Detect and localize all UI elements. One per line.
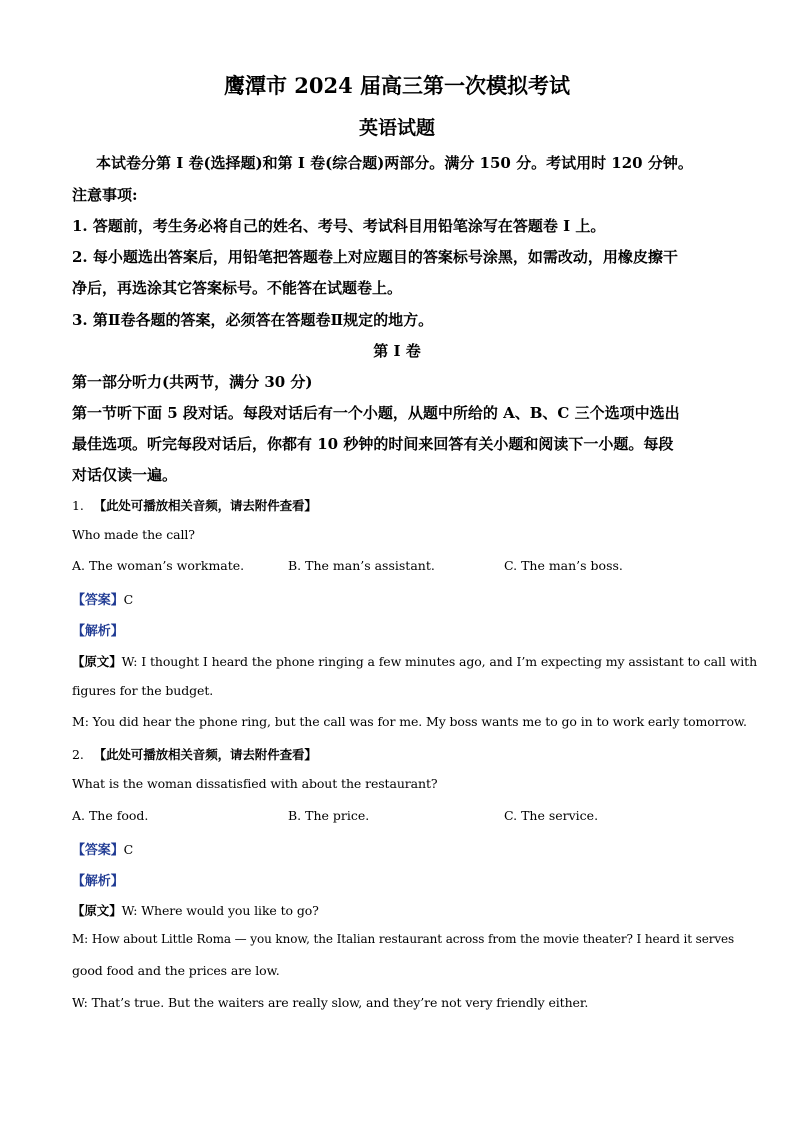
answer-tag: 【答案】	[72, 843, 124, 858]
question-2-audio-note[interactable]: 【此处可播放相关音频，请去附件查看】	[93, 747, 317, 762]
note-3: 3. 第Ⅱ卷各题的答案，必须答在答题卷Ⅱ规定的地方。	[72, 311, 434, 329]
question-2-transcript-line-4: W: That’s true. But the waiters are really slow, and they’re not very friendly either.	[72, 995, 589, 1010]
question-1-number: 1.	[72, 498, 84, 513]
transcript-tag: 【原文】	[72, 903, 122, 918]
answer-value: C	[123, 592, 134, 607]
analysis-tag: 【解析】	[72, 874, 124, 889]
question-1-audio-note[interactable]: 【此处可播放相关音频，请去附件查看】	[93, 498, 317, 513]
transcript-text: W: I thought I heard the phone ringing a few minutes ago, and I’m expecting my assistant to call with	[121, 654, 758, 669]
answer-value: C	[123, 842, 134, 857]
question-1-answer	[72, 589, 722, 608]
question-2-option-b: B. The price.	[288, 808, 370, 823]
question-1-analysis	[72, 620, 722, 639]
section-1-instructions-line-1: 第一节听下面 5 段对话。每段对话后有一个小题，从题中所给的 A、B、C 三个选项中选出	[72, 404, 680, 422]
section-1-instructions-line-3: 对话仅读一遍。	[72, 466, 178, 484]
page-subtitle: 英语试题	[358, 117, 435, 139]
exam-description: 本试卷分第 I 卷(选择题)和第 I 卷(综合题)两部分。满分 150 分。考试用时 120 分钟。	[96, 154, 693, 172]
question-2-transcript-line-3: good food and the prices are low.	[72, 963, 280, 978]
note-1: 1. 答题前，考生务必将自己的姓名、考号、考试科目用铅笔涂写在答题卷 I 上。	[72, 217, 606, 235]
question-1-option-c: C. The man’s boss.	[504, 558, 623, 573]
question-2-analysis	[72, 870, 722, 889]
section-1-instructions-line-2: 最佳选项。听完每段对话后，你都有 10 秒钟的时间来回答有关小题和阅读下一小题。每段	[72, 435, 674, 453]
question-1-transcript-line-2: figures for the budget.	[72, 683, 214, 698]
question-1-header	[72, 496, 722, 514]
transcript-tag: 【原文】	[72, 654, 122, 669]
question-1-transcript-line-1	[72, 652, 758, 670]
question-2-transcript-line-2: M: How about Little Roma — you know, the Italian restaurant across from the movie theater? I heard it serves	[72, 932, 735, 946]
analysis-tag: 【解析】	[72, 624, 124, 639]
note-2-line-1: 2. 每小题选出答案后，用铅笔把答题卷上对应题目的答案标号涂黑，如需改动，用橡皮擦干	[72, 248, 678, 266]
question-2-answer	[72, 839, 722, 858]
transcript-text: W: Where would you like to go?	[121, 903, 319, 918]
notes-heading: 注意事项:	[72, 186, 138, 204]
question-2-number: 2.	[72, 747, 84, 762]
question-1-option-a: A. The woman’s workmate.	[72, 558, 245, 573]
question-2-text: What is the woman dissatisfied with about the restaurant?	[72, 776, 438, 791]
answer-tag: 【答案】	[72, 593, 124, 608]
question-2-header	[72, 745, 722, 763]
question-2-option-a: A. The food.	[72, 808, 149, 823]
question-1-option-b: B. The man’s assistant.	[288, 558, 435, 573]
question-2-option-c: C. The service.	[504, 808, 599, 823]
part-1-heading: 第一部分听力(共两节，满分 30 分)	[72, 373, 313, 391]
question-1-transcript-line-3: M: You did hear the phone ring, but the call was for me. My boss wants me to go in to work early tomorrow.	[72, 714, 747, 729]
question-2-transcript-line-1	[72, 901, 722, 919]
volume-heading: 第 I 卷	[373, 342, 421, 360]
page-title: 鹰潭市 2024 届高三第一次模拟考试	[223, 73, 571, 98]
question-1-text: Who made the call?	[72, 527, 195, 542]
note-2-line-2: 净后，再选涂其它答案标号。不能答在试题卷上。	[72, 279, 403, 297]
